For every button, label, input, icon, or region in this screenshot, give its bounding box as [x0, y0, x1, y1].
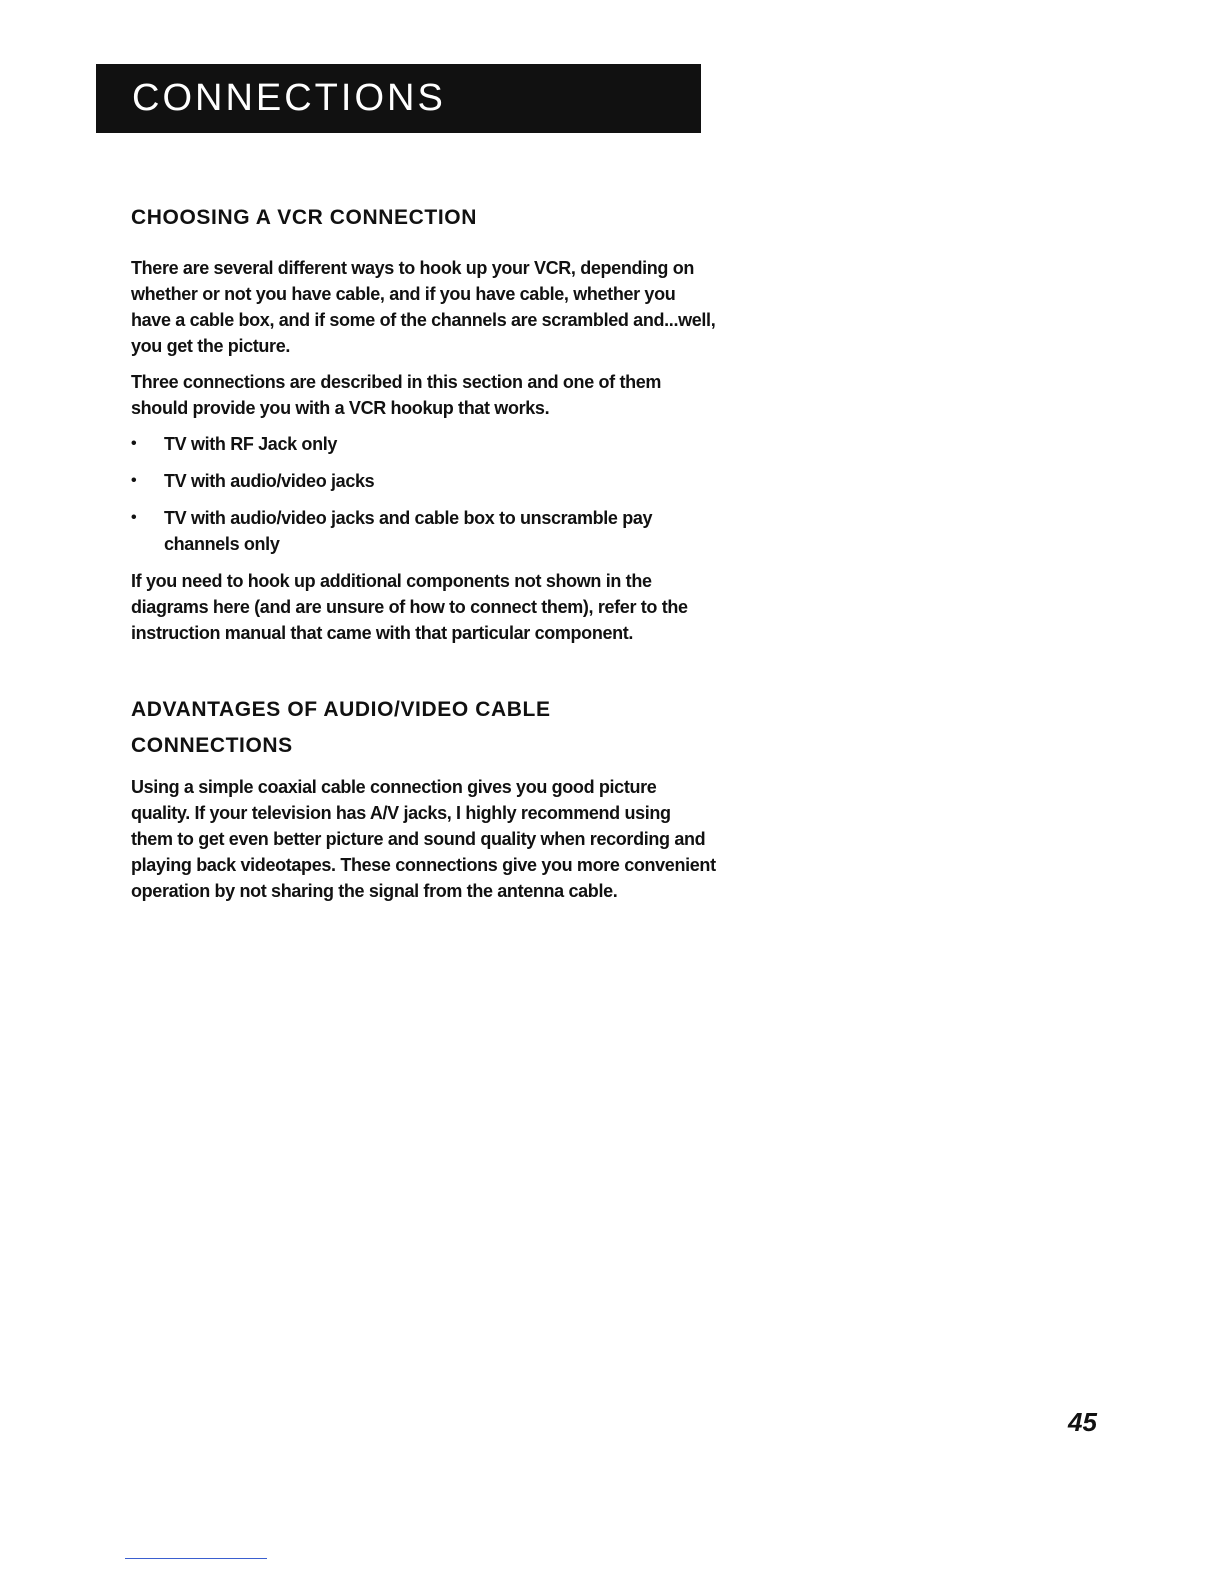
connection-type-list: [131, 431, 716, 557]
section-av-cable-advantages: [131, 692, 716, 904]
header-banner: [96, 64, 701, 133]
paragraph: Using a simple coaxial cable connection gives you good picture quality. If your television has A/V jacks, I highly recommend using them to get even better picture and sound quality when recording and playing back videotapes. These connections give you more convenient operation by not sharing the signal from the antenna cable.: [131, 777, 716, 901]
paragraph: If you need to hook up additional components not shown in the diagrams here (and are unsure of how to connect them), refer to the instruction manual that came with that particular component.: [131, 571, 688, 643]
bullet-icon: •: [131, 435, 137, 452]
page-number: 45: [1068, 1407, 1097, 1437]
bullet-icon: •: [131, 472, 137, 489]
footer-divider: [125, 1558, 267, 1559]
section-heading: ADVANTAGES OF AUDIO/VIDEO CABLE CONNECTIONS: [131, 698, 551, 757]
list-item-text: TV with RF Jack only: [164, 434, 338, 454]
paragraph: Three connections are described in this section and one of them should provide you with a VCR hookup that works.: [131, 372, 662, 418]
section-heading: CHOOSING A VCR CONNECTION: [131, 206, 477, 229]
bullet-icon: •: [131, 509, 137, 526]
list-item: [131, 505, 716, 557]
section-choosing-vcr-connection: [131, 200, 716, 646]
page-title: CONNECTIONS: [132, 77, 446, 119]
list-item-text: TV with audio/video jacks and cable box to unscramble pay channels only: [164, 508, 653, 554]
list-item: [131, 468, 716, 494]
list-item-text: TV with audio/video jacks: [164, 471, 375, 491]
paragraph: There are several different ways to hook up your VCR, depending on whether or not you have cable, and if you have cable, whether you have a cable box, and if some of the channels are scrambled and...well, you get the picture.: [131, 258, 716, 356]
list-item: [131, 431, 716, 457]
main-content: [131, 200, 716, 914]
